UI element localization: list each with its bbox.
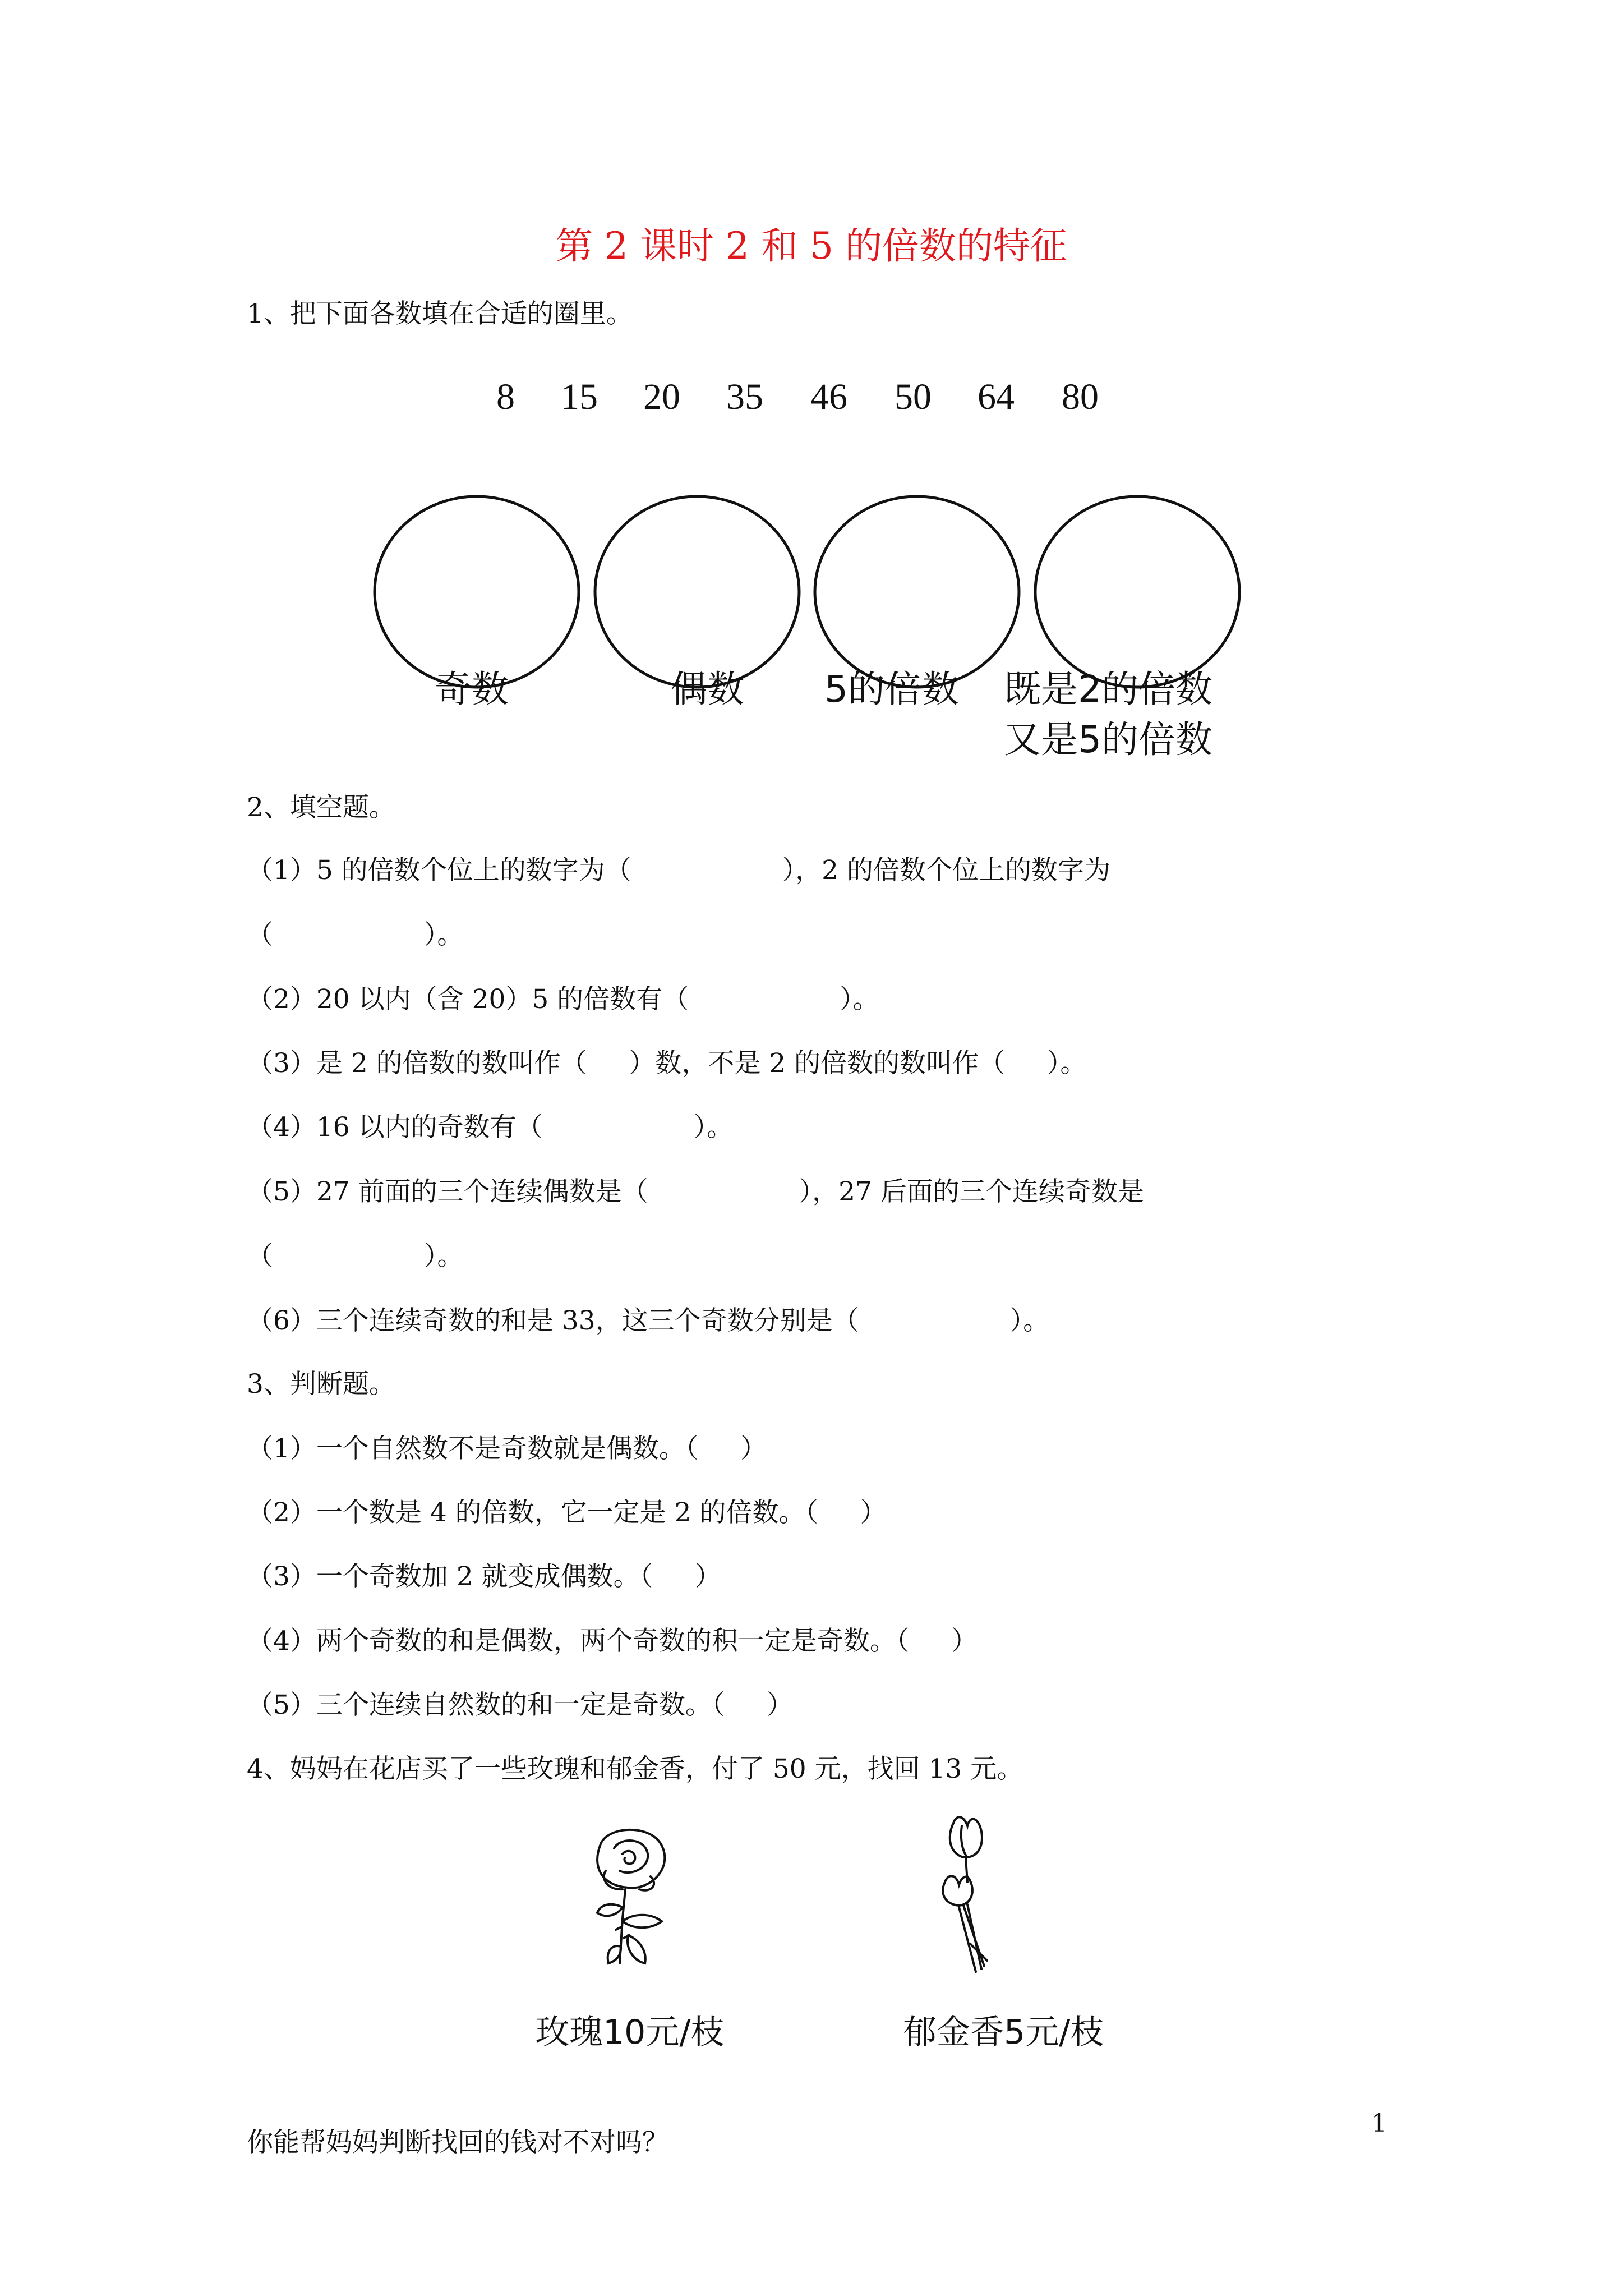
rose-icon — [566, 1823, 701, 1980]
q2-item: （5）27 前面的三个连续偶数是（ ），27 后面的三个连续奇数是 — [247, 1176, 1144, 1207]
multiple-of-5-circle — [815, 496, 1019, 687]
q3-item: （5）三个连续自然数的和一定是奇数。（ ） — [247, 1690, 794, 1720]
page-title: 第 2 课时 2 和 5 的倍数的特征 — [556, 224, 1067, 268]
q3-item: （2）一个数是 4 的倍数，它一定是 2 的倍数。（ ） — [247, 1497, 887, 1528]
circle-label-even: 偶数 — [670, 668, 744, 711]
circle-label-both-line1: 既是2的倍数 — [1004, 668, 1212, 711]
tulip-price-label: 郁金香5元/枝 — [903, 2013, 1104, 2052]
even-circle — [595, 496, 799, 687]
number-item: 64 — [978, 376, 1015, 417]
q3-item: （1）一个自然数不是奇数就是偶数。（ ） — [247, 1433, 767, 1464]
q1-prompt: 1、把下面各数填在合适的圈里。 — [247, 298, 633, 329]
q2-item: （1）5 的倍数个位上的数字为（ ），2 的倍数个位上的数字为 — [247, 855, 1111, 886]
q2-item: （6）三个连续奇数的和是 33，这三个奇数分别是（ ）。 — [247, 1305, 1050, 1336]
number-item: 35 — [726, 376, 763, 417]
circle-label-multiple-5: 5的倍数 — [824, 668, 959, 711]
q3-item: （3）一个奇数加 2 就变成偶数。（ ） — [247, 1561, 721, 1592]
circle-label-odd: 奇数 — [435, 668, 509, 711]
odd-circle — [375, 496, 579, 687]
q2-prompt: 2、填空题。 — [247, 792, 395, 823]
page-number: 1 — [1371, 2109, 1387, 2138]
q2-item: （ ）。 — [247, 1241, 464, 1272]
q4-prompt: 4、妈妈在花店买了一些玫瑰和郁金香，付了 50 元，找回 13 元。 — [247, 1754, 1023, 1784]
number-item: 15 — [561, 376, 598, 417]
tulip-icon — [914, 1809, 1038, 1989]
q2-item: （4）16 以内的奇数有（ ）。 — [247, 1112, 734, 1143]
q3-prompt: 3、判断题。 — [247, 1369, 395, 1400]
number-item: 8 — [496, 376, 515, 417]
number-item: 20 — [643, 376, 680, 417]
multiple-of-2-and-5-circle — [1035, 496, 1239, 687]
q2-item: （2）20 以内（含 20）5 的倍数有（ ）。 — [247, 984, 879, 1015]
q2-item: （ ）。 — [247, 919, 464, 950]
rose-price-label: 玫瑰10元/枝 — [536, 2013, 725, 2052]
number-item: 50 — [895, 376, 932, 417]
number-item: 46 — [810, 376, 847, 417]
q3-item: （4）两个奇数的和是偶数，两个奇数的积一定是奇数。（ ） — [247, 1626, 978, 1657]
number-item: 80 — [1062, 376, 1099, 417]
q2-item: （3）是 2 的倍数的数叫作（ ）数，不是 2 的倍数的数叫作（ ）。 — [247, 1048, 1087, 1079]
q4-question: 你能帮妈妈判断找回的钱对不对吗？ — [247, 2127, 668, 2158]
circle-label-both-line2: 又是5的倍数 — [1004, 718, 1212, 761]
